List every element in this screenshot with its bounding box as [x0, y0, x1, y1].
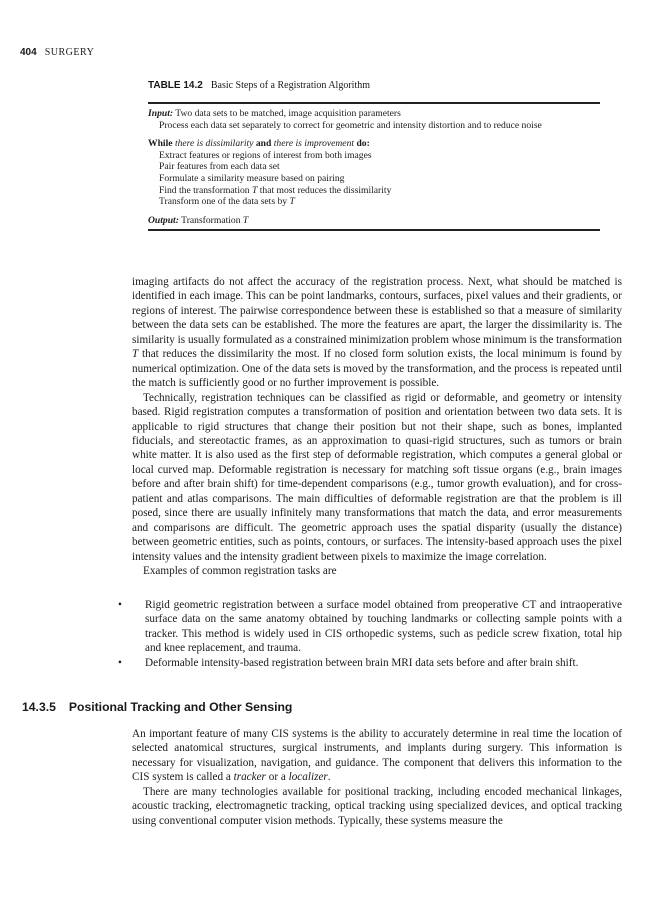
find-text: Find the transformation	[159, 184, 250, 196]
paragraph: Technically, registration techniques can be classified as rigid or deformable, and geometry or intensity based. Rigid registration computes a transformation of position and orientation between two data sets. It is applicable to rigid structures that change their position but not their shape, such as bones, implanted fiducials, and stereotactic frames, as an approximation to quasi-rigid structures, such as tumors or brain white matter. It is also used as the first step of deformable registration, which computes a general global or local curved map. Deformable registration is necessary for matching soft tissue organs (e.g., brain images before and after brain shift) for time-dependent comparisons (e.g., tumor growth evaluation), and for cross-patient and atlas comparisons. The main difficulties of deformable registration are that the problem is ill posed, since there are usually infinitely many transformations that match the data, and error measurements and comparisons are difficult. The geometric approach uses the spatial disparity (usually the distance) between geometric entities, such as points, contours, or surfaces. The intensity-based approach uses the pixel intensity values and the intensity gradient between pixels to maximize the image correlation.	[132, 391, 622, 563]
list-item-text: Rigid geometric registration between a surface model obtained from preoperative CT and intraoperative surface data on the same anatomy obtained by touching landmarks or collecting sample points with a tracker. This method is widely used in CIS orthopedic systems, such as pedicle screw fixation, total hip and knee replacement, and trauma.	[145, 599, 622, 655]
bullet-dot: •	[118, 656, 122, 669]
paragraph-text: .	[327, 771, 331, 784]
table-step-transform	[148, 196, 600, 208]
and-keyword: and	[255, 138, 272, 150]
list-item-text: Deformable intensity-based registration between brain MRI data sets before and after brain shift.	[145, 656, 579, 669]
table-output-row	[148, 215, 600, 227]
running-head	[20, 47, 94, 58]
paragraph: Examples of common registration tasks are	[143, 565, 337, 578]
bullet-dot: •	[118, 599, 122, 611]
list-item	[118, 598, 622, 656]
section-number: 14.3.5	[22, 700, 56, 714]
transform-symbol: T	[289, 196, 295, 208]
find-text-end: that most reduces the dissimilarity	[259, 184, 392, 196]
table-while-row	[148, 138, 600, 150]
do-keyword: do:	[356, 138, 370, 150]
paragraph-text: An important feature of many CIS systems is the ability to accurately determine in real time the location of selected anatomical structures, surgical instruments, and implants during surgery. This information is necessary for visualization, navigation, and guidance. The component that delivers this information to the CIS system is called a	[132, 728, 622, 784]
section-title: Positional Tracking and Other Sensing	[68, 700, 293, 714]
table-step-find	[148, 185, 600, 197]
term-localizer: localizer	[288, 771, 328, 784]
output-text: Transformation	[181, 214, 241, 226]
output-symbol: T	[242, 214, 249, 226]
table-14-2	[148, 80, 600, 231]
output-label: Output:	[148, 214, 179, 226]
symbol-T: T	[132, 348, 139, 361]
paragraph-text: or a	[268, 771, 286, 784]
term-tracker: tracker	[233, 771, 266, 784]
body-text-registration	[132, 275, 622, 579]
paragraph	[132, 275, 622, 391]
input-text: Two data sets to be matched, image acquisition parameters	[175, 108, 401, 119]
paragraph	[132, 727, 622, 785]
transform-text: Transform one of the data sets by	[159, 196, 288, 208]
table-input-row	[148, 108, 600, 120]
while-keyword: While	[148, 138, 173, 150]
section-heading	[22, 700, 292, 714]
table-body	[148, 104, 600, 229]
table-process-row: Process each data set separately to correct for geometric and intensity distortion and to reduce noise	[159, 119, 542, 131]
input-label: Input:	[148, 108, 174, 119]
table-step: Pair features from each data set	[159, 161, 280, 173]
bullet-list	[118, 598, 622, 670]
table-step: Extract features or regions of interest from both images	[159, 149, 372, 161]
body-text-tracking	[132, 727, 622, 828]
paragraph: There are many technologies available for positional tracking, including encoded mechanical linkages, acoustic tracking, electromagnetic tracking, optical tracking using specialized devices, and optical tracking using conventional computer vision methods. Typically, these systems measure the	[132, 785, 622, 827]
list-item	[118, 656, 622, 670]
paragraph-text: imaging artifacts do not affect the accuracy of the registration process. Next, what should be matched is identified in each image. This can be point landmarks, contours, surfaces, pixel values and their gradients, or regions of interest. The pairwise correspondence between these is established so that a measure of similarity between the data sets can be established. The more the features are apart, the larger the dissimilarity is. The similarity is usually formulated as a constrained minimization problem whose minimum is the transformation	[132, 276, 622, 346]
running-section-title: SURGERY	[44, 47, 95, 58]
while-condition-2: there is improvement	[273, 138, 355, 150]
while-condition-1: there is dissimilarity	[174, 138, 254, 150]
table-caption	[148, 80, 600, 91]
table-label: TABLE 14.2	[148, 80, 203, 91]
table-title: Basic Steps of a Registration Algorithm	[210, 80, 370, 91]
table-bottom-rule	[148, 229, 600, 231]
table-step: Formulate a similarity measure based on pairing	[159, 172, 345, 184]
paragraph-text: that reduces the dissimilarity the most. If no closed form solution exists, the local minimum is found by numerical optimization. One of the data sets is moved by the transformation, and the process is repeated until the match is sufficiently good or no further improvement is possible.	[132, 348, 622, 390]
find-symbol: T	[252, 184, 258, 196]
page-number: 404	[20, 47, 37, 58]
